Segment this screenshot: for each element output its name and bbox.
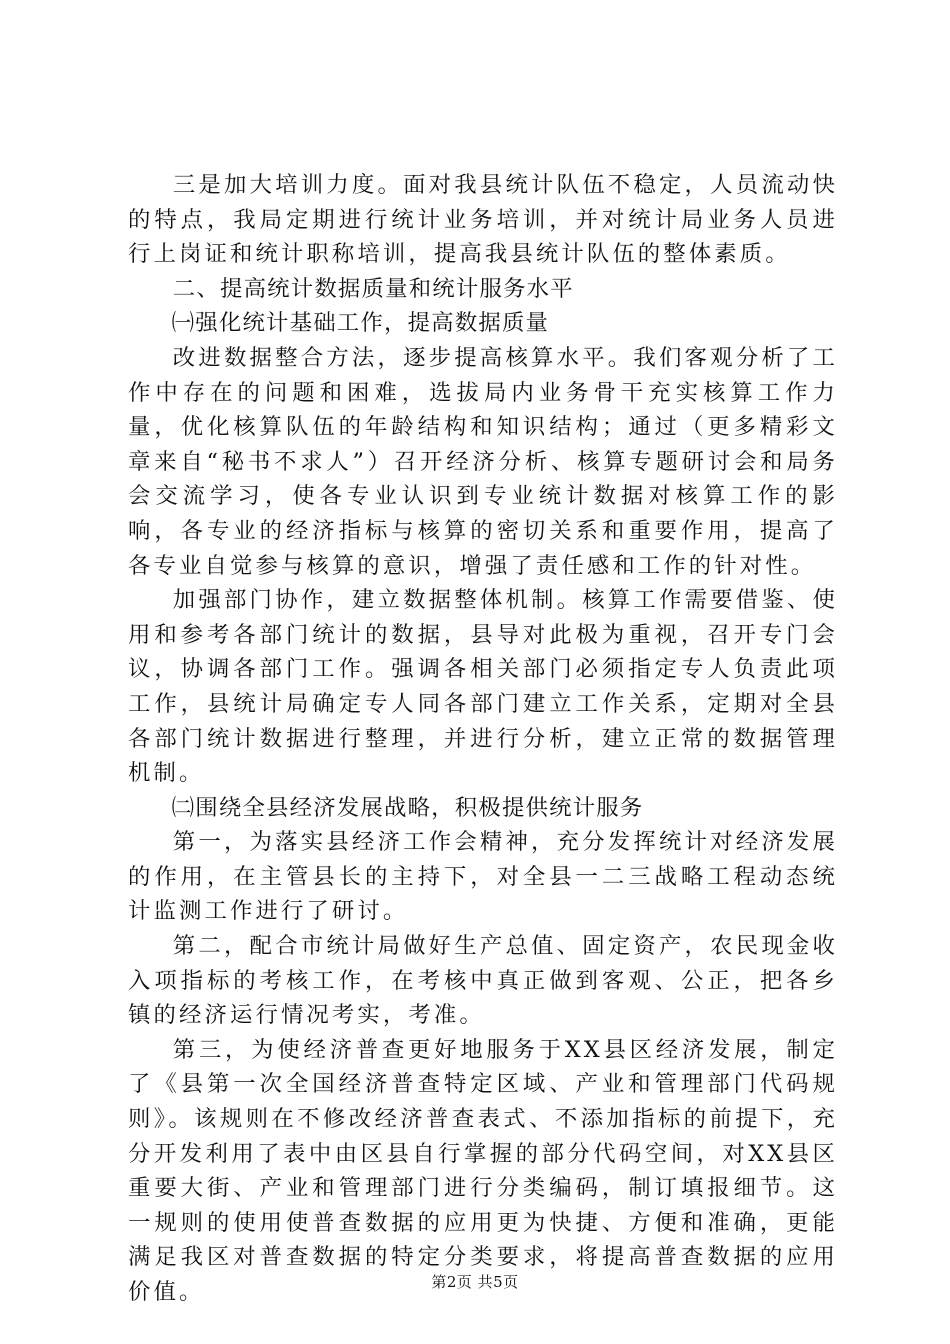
paragraph-training: 三是加大培训力度。面对我县统计队伍不稳定，人员流动快的特点，我局定期进行统计业务培训，并对统计局业务人员进行上岗证和统计职称培训，提高我县统计队伍的整体素质。: [128, 172, 838, 268]
document-body: [128, 168, 838, 1310]
paragraph-data-integration: 改进数据整合方法，逐步提高核算水平。我们客观分析了工作中存在的问题和困难，选拔局内业务骨干充实核算工作力量，优化核算队伍的年龄结构和知识结构；通过（更多精彩文章来自“秘书不求人”）召开经济分析、核算专题研讨会和局务会交流学习，使各专业认识到专业统计数据对核算工作的影响，各专业的经济指标与核算的密切关系和重要作用，提高了各专业自觉参与核算的意识，增强了责任感和工作的针对性。: [128, 344, 838, 579]
paragraph-third: 第三，为使经济普查更好地服务于XX县区经济发展，制定了《县第一次全国经济普查特定区域、产业和管理部门代码规则》。该规则在不修改经济普查表式、不添加指标的前提下，充分开发利用了表中由区县自行掌握的部分代码空间，对XX县区重要大街、产业和管理部门进行分类编码，制订填报细节。这一规则的使用使普查数据的应用更为快捷、方便和准确，更能满足我区对普查数据的特定分类要求，将提高普查数据的应用价值。: [128, 1036, 838, 1305]
subsection-heading-2: ㈡围绕全县经济发展战略，积极提供统计服务: [171, 794, 644, 821]
paragraph-first: 第一，为落实县经济工作会精神，充分发挥统计对经济发展的作用，在主管县长的主持下，对全县一二三战略工程动态统计监测工作进行了研讨。: [128, 829, 838, 925]
section-heading-2: 二、提高统计数据质量和统计服务水平: [172, 275, 574, 302]
paragraph-second: 第二，配合市统计局做好生产总值、固定资产，农民现金收入项指标的考核工作，在考核中真正做到客观、公正，把各乡镇的经济运行情况考实，考准。: [128, 933, 838, 1029]
paragraph-department-cooperation: 加强部门协作，建立数据整体机制。核算工作需要借鉴、使用和参考各部门统计的数据，县导对此极为重视，召开专门会议，协调各部门工作。强调各相关部门必须指定专人负责此项工作，县统计局确定专人同各部门建立工作关系，定期对全县各部门统计数据进行整理，并进行分析，建立正常的数据管理机制。: [128, 587, 838, 787]
page-footer: 第2页 共5页: [431, 1273, 519, 1291]
subsection-heading-1: ㈠强化统计基础工作，提高数据质量: [171, 310, 550, 337]
